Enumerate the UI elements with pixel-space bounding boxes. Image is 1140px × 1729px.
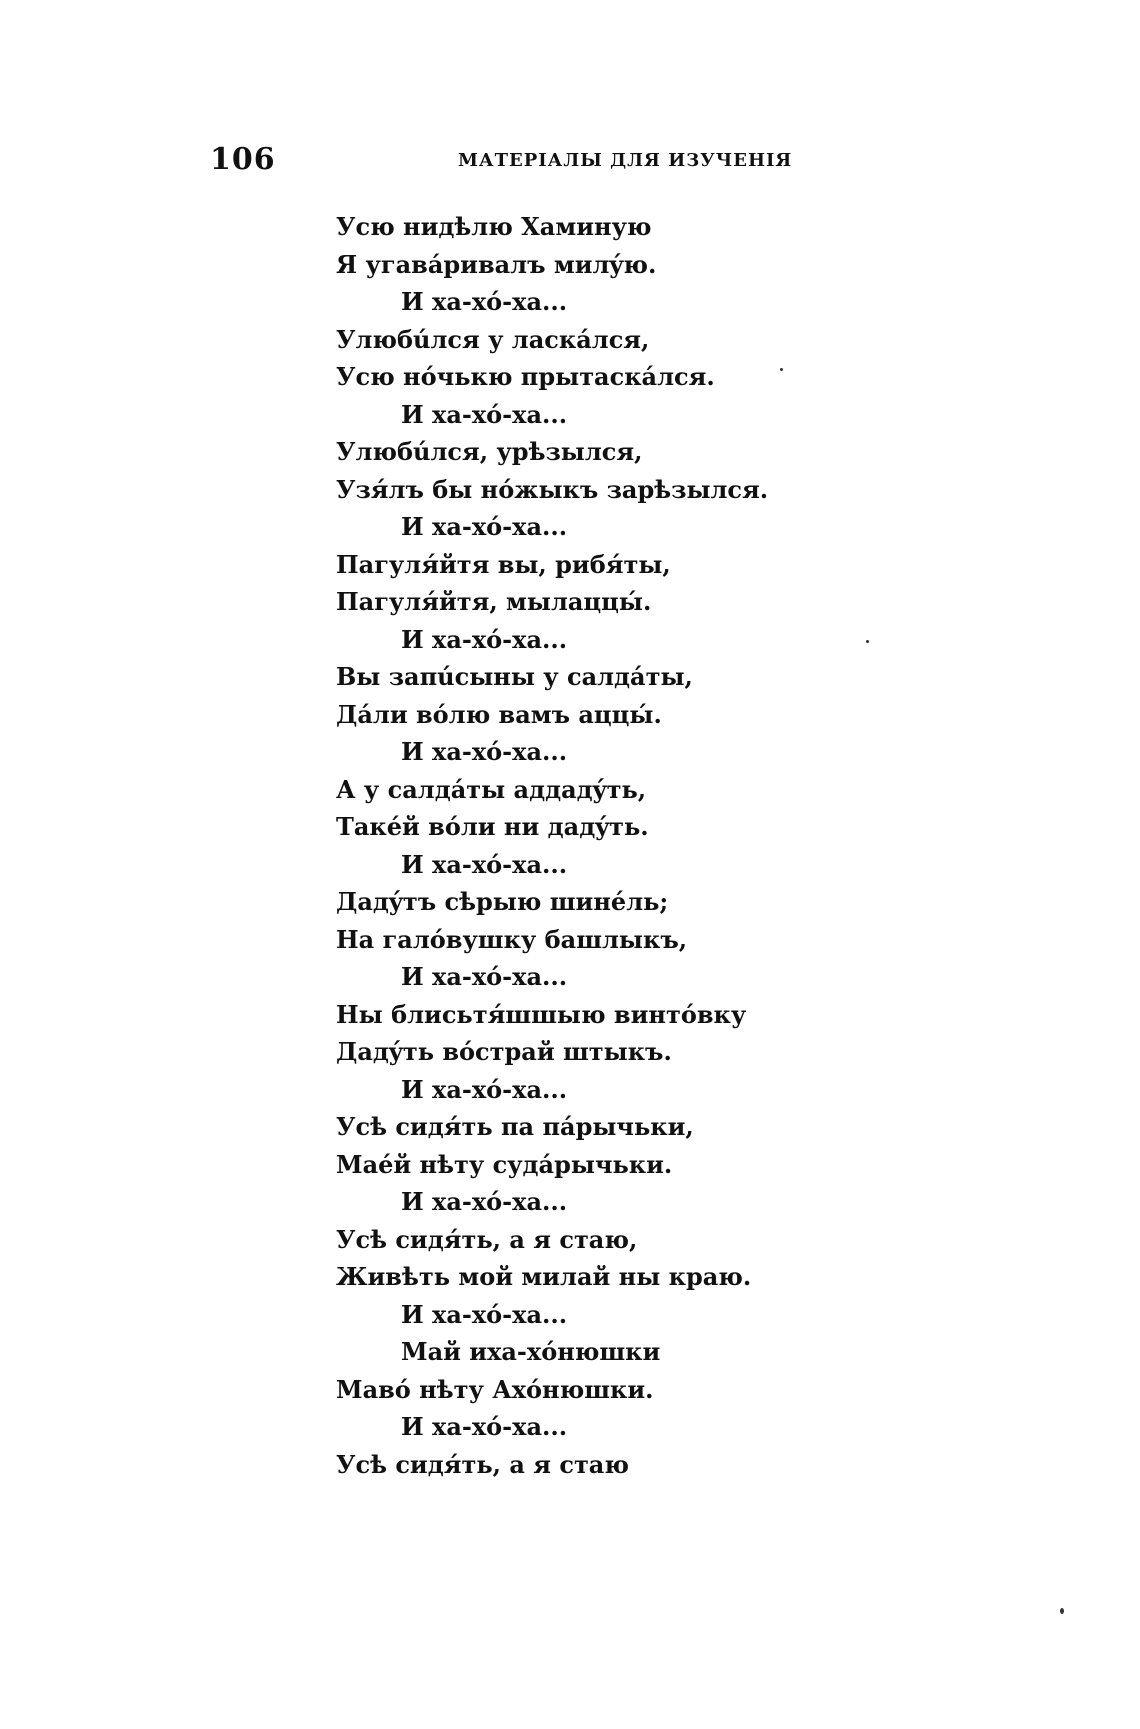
poem-verse-line: Улюбúлся, урѣзылся, xyxy=(336,437,643,466)
poem-verse-line: Я угавáривалъ милýю. xyxy=(336,249,657,279)
poem-refrain-line: И ха-хó-ха... xyxy=(401,1412,568,1441)
poem-verse-line: Вы запúсыны у салдáты, xyxy=(336,662,693,691)
poem-verse-line: Пагуля́йтя вы, рибя́ты, xyxy=(336,549,671,579)
poem-refrain-line: И ха-хó-ха... xyxy=(401,849,568,879)
poem-refrain-line: И ха-хó-ха... xyxy=(401,1299,568,1329)
poem-verse-line: Усю нóчькю прытаскáлся. xyxy=(336,362,715,391)
poem-verse-line: А у салдáты аддадýть, xyxy=(336,774,647,804)
print-speck xyxy=(866,640,869,643)
poem-verse-line: На галóвушку башлыкъ, xyxy=(336,924,688,954)
poem-verse-line: Живѣть мой милай ны краю. xyxy=(336,1262,752,1291)
poem-verse-line: Улюбúлся у ласкáлся, xyxy=(336,324,650,354)
print-speck xyxy=(780,368,783,371)
poem-verse-line: Такéй вóли ни дадýть. xyxy=(336,812,649,841)
poem-verse-line: Пагуля́йтя, мылаццы́. xyxy=(336,587,652,616)
poem-refrain-line: Май иха-хóнюшки xyxy=(401,1337,661,1366)
poem-refrain-line: И ха-хó-ха... xyxy=(401,512,568,541)
poem-verse-line: Дáли вóлю вамъ аццы́. xyxy=(336,699,662,729)
poem-verse-line: Усѣ сидя́ть, а я стаю xyxy=(336,1449,629,1479)
poem-verse-line: Дадýть вóстрай штыкъ. xyxy=(336,1037,672,1066)
print-speck xyxy=(1060,1608,1064,1614)
running-title: МАТЕРІАЛЫ ДЛЯ ИЗУЧЕНІЯ xyxy=(458,150,793,171)
poem-verse-line: Усѣ сидя́ть, а я стаю, xyxy=(336,1224,638,1254)
poem-verse-line: Ны блисьтя́шшыю винтóвку xyxy=(336,999,747,1029)
poem-verse-line: Усѣ сидя́ть па пáрычьки, xyxy=(336,1112,694,1141)
poem-refrain-line: И ха-хó-ха... xyxy=(401,737,568,766)
poem-text xyxy=(336,208,936,1483)
poem-refrain-line: И ха-хó-ха... xyxy=(401,287,568,316)
poem-verse-line: Усю нидѣлю Хаминую xyxy=(336,212,652,241)
poem-verse-line: Маéй нѣту судáрычьки. xyxy=(336,1149,673,1179)
poem-refrain-line: И ха-хó-ха... xyxy=(401,399,568,429)
poem-verse-line: Узя́лъ бы нóжыкъ зарѣзылся. xyxy=(336,474,769,504)
poem-refrain-line: И ха-хó-ха... xyxy=(401,624,568,654)
page-number: 106 xyxy=(210,142,276,177)
poem-verse-line: Маво́ нѣту Ахóнюшки. xyxy=(336,1374,654,1404)
poem-verse-line: Дадýтъ сѣрыю шинéль; xyxy=(336,887,669,916)
poem-refrain-line: И ха-хó-ха... xyxy=(401,962,568,991)
poem-refrain-line: И ха-хó-ха... xyxy=(401,1074,568,1104)
poem-refrain-line: И ха-хó-ха... xyxy=(401,1187,568,1216)
